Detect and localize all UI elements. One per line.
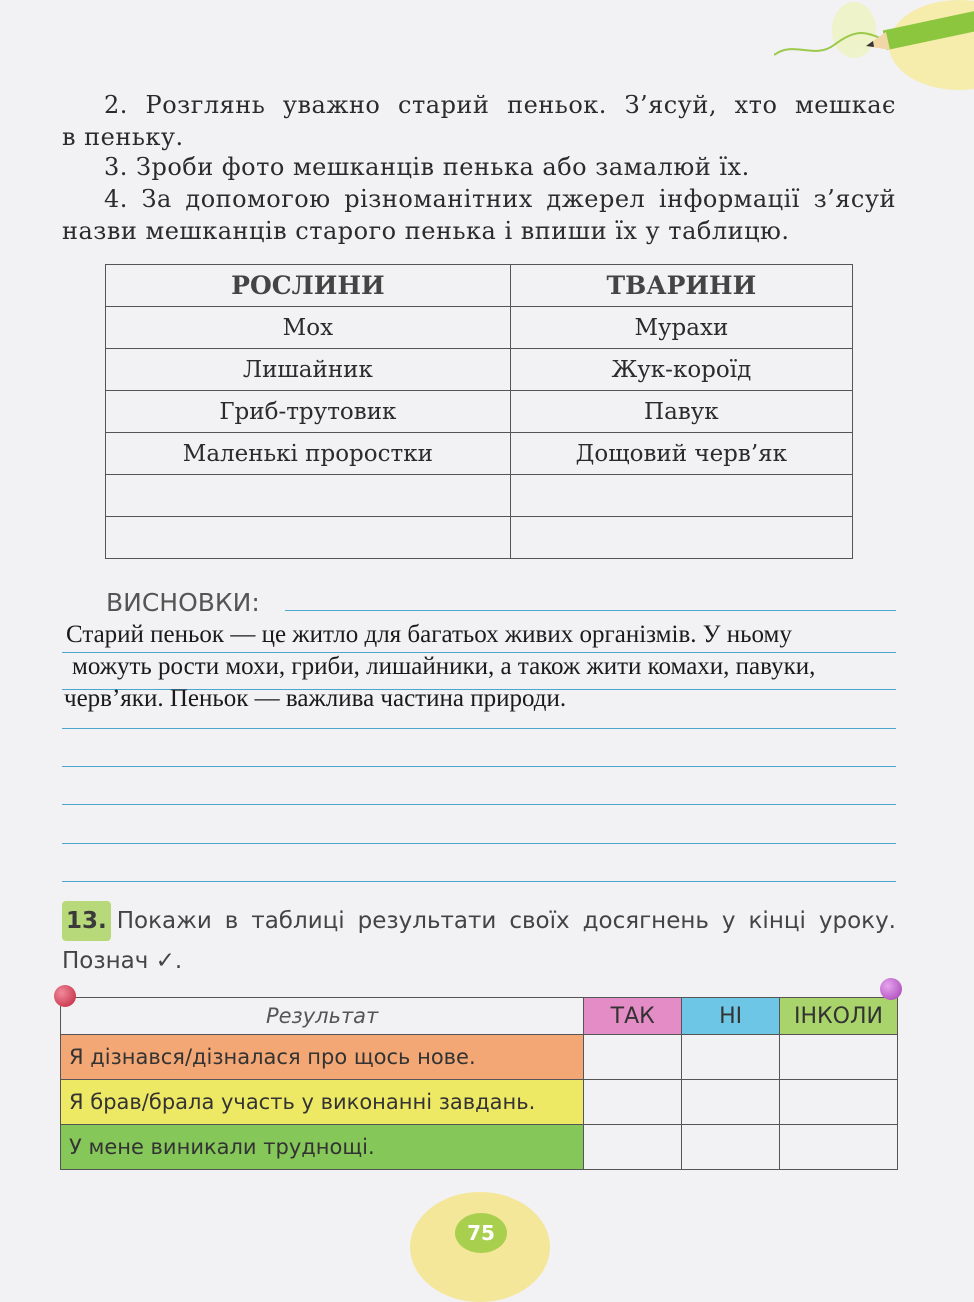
animals-header: ТВАРИНИ <box>510 265 852 307</box>
table-row <box>106 517 853 559</box>
task-2-line: 2. Розглянь уважно старий пеньок. З’ясуй, хто мешкає <box>104 91 896 119</box>
animal-cell[interactable]: Жук-короїд <box>510 349 852 391</box>
plant-cell[interactable]: Лишайник <box>106 349 511 391</box>
task-4-line: назви мешканців старого пенька і впиши їх у таблицю. <box>62 217 790 245</box>
result-row-label: Я дізнався/дізналася про щось нове. <box>61 1035 584 1080</box>
result-header: Результат <box>61 998 584 1035</box>
sometimes-checkbox-cell[interactable] <box>780 1035 898 1080</box>
task-4 <box>62 183 896 247</box>
writing-line <box>285 610 896 611</box>
task-13 <box>62 901 896 981</box>
yes-checkbox-cell[interactable] <box>584 1125 682 1170</box>
table-row <box>106 349 853 391</box>
writing-line <box>62 804 896 805</box>
no-checkbox-cell[interactable] <box>682 1035 780 1080</box>
plants-header: РОСЛИНИ <box>106 265 511 307</box>
table-row <box>106 391 853 433</box>
table-row <box>61 1080 898 1125</box>
task-4-line: 4. За допомогою різноманітних джерел інформації з’ясуй <box>104 185 896 213</box>
plant-cell[interactable]: Маленькі проростки <box>106 433 511 475</box>
yes-checkbox-cell[interactable] <box>584 1080 682 1125</box>
conclusion-text-line: Старий пеньок — це житло для багатьох живих організмів. У ньому <box>66 621 792 648</box>
plant-cell[interactable]: Гриб-трутовик <box>106 391 511 433</box>
table-row <box>61 1035 898 1080</box>
yes-header: ТАК <box>584 998 682 1035</box>
yes-checkbox-cell[interactable] <box>584 1035 682 1080</box>
writing-line <box>62 766 896 767</box>
writing-line <box>62 728 896 729</box>
sometimes-checkbox-cell[interactable] <box>780 1080 898 1125</box>
table-row <box>106 307 853 349</box>
red-pin-icon <box>54 985 76 1007</box>
conclusions-label: ВИСНОВКИ: <box>106 588 260 617</box>
no-checkbox-cell[interactable] <box>682 1125 780 1170</box>
sometimes-header: ІНКОЛИ <box>780 998 898 1035</box>
task-2-line: в пеньку. <box>62 123 184 151</box>
task-number: 13. <box>62 901 111 941</box>
animal-cell[interactable] <box>510 517 852 559</box>
task-2 <box>62 89 896 153</box>
writing-line <box>62 881 896 882</box>
plant-cell[interactable]: Мох <box>106 307 511 349</box>
conclusion-text-line: черв’яки. Пеньок — важлива частина природи. <box>64 685 567 712</box>
result-row-label: У мене виникали труднощі. <box>61 1125 584 1170</box>
animal-cell[interactable]: Дощовий черв’як <box>510 433 852 475</box>
sometimes-checkbox-cell[interactable] <box>780 1125 898 1170</box>
animal-cell[interactable] <box>510 475 852 517</box>
task-3-line: 3. Зроби фото мешканців пенька або замалюй їх. <box>104 153 750 181</box>
table-row <box>106 475 853 517</box>
results-header-row <box>61 998 898 1035</box>
result-row-label: Я брав/брала участь у виконанні завдань. <box>61 1080 584 1125</box>
no-header: НІ <box>682 998 780 1035</box>
animal-cell[interactable]: Павук <box>510 391 852 433</box>
writing-line <box>62 843 896 844</box>
table-header-row <box>106 265 853 307</box>
animal-cell[interactable]: Мурахи <box>510 307 852 349</box>
results-table <box>60 997 898 1170</box>
table-row <box>61 1125 898 1170</box>
table-row <box>106 433 853 475</box>
task-3 <box>62 151 896 183</box>
plant-cell[interactable] <box>106 475 511 517</box>
no-checkbox-cell[interactable] <box>682 1080 780 1125</box>
conclusion-text-line: можуть рости мохи, гриби, лишайники, а також жити комахи, павуки, <box>72 653 816 680</box>
task-13-text: Покажи в таблиці результати своїх досягнень у кінці уроку. <box>116 908 896 934</box>
plant-cell[interactable] <box>106 517 511 559</box>
purple-pin-icon <box>880 978 902 1000</box>
pencil-decoration-icon <box>774 0 974 90</box>
page-number: 75 <box>455 1213 507 1253</box>
task-13-text-2: Познач ✓. <box>62 948 183 974</box>
inhabitants-table <box>105 264 853 559</box>
